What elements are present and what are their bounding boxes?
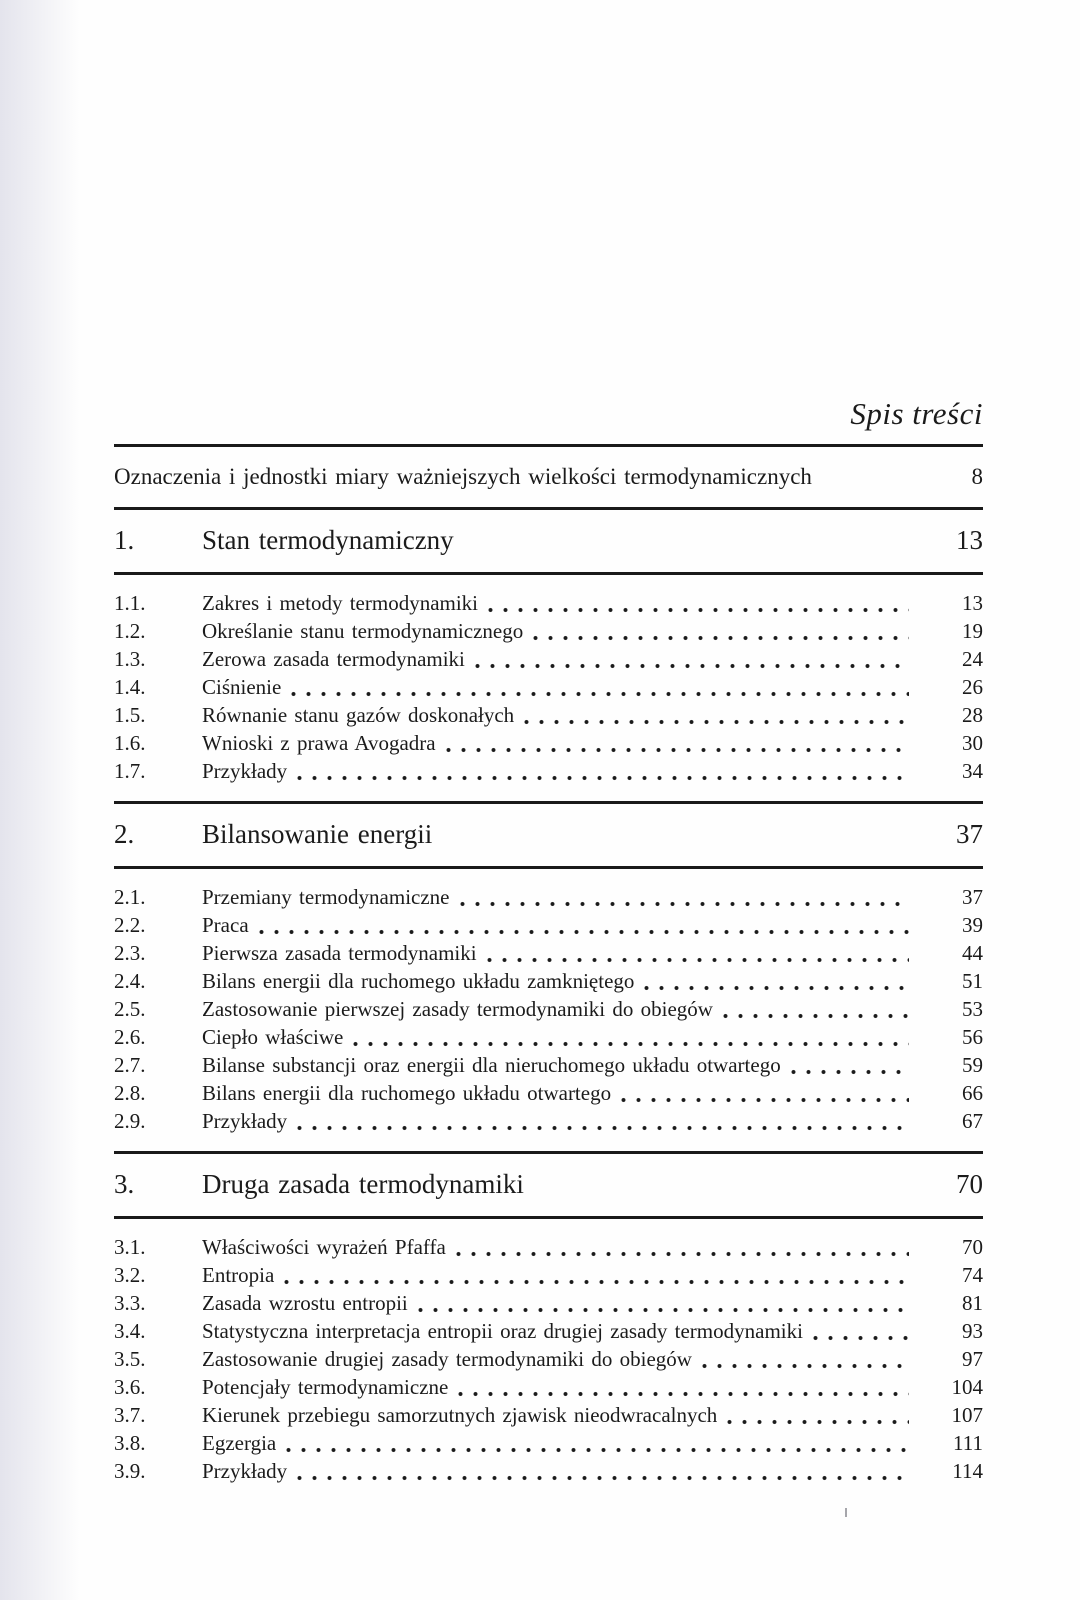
entry-page: 66 — [962, 1081, 983, 1105]
entry-page: 28 — [962, 703, 983, 727]
dot-leader — [284, 1279, 909, 1285]
toc-entry — [114, 673, 983, 701]
entry-title: Ciśnienie — [202, 675, 282, 699]
dot-leader — [791, 1069, 909, 1075]
entry-page: 51 — [962, 969, 983, 993]
dot-leader — [723, 1013, 909, 1019]
toc-entry — [114, 701, 983, 729]
entry-number: 2.1. — [114, 885, 146, 909]
toc-entry — [114, 1317, 983, 1345]
entry-page: 67 — [962, 1109, 983, 1133]
entry-number: 2.3. — [114, 941, 146, 965]
page-title: Spis treści — [850, 396, 983, 431]
dot-leader — [727, 1419, 909, 1425]
entry-number: 1.5. — [114, 703, 146, 727]
chapter-page: 37 — [956, 819, 983, 849]
entry-number: 2.4. — [114, 969, 146, 993]
chapter-title: Stan termodynamiczny — [202, 525, 454, 555]
toc-entry — [114, 1429, 983, 1457]
toc-entry — [114, 1401, 983, 1429]
toc-entry — [114, 1107, 983, 1135]
chapter-title: Druga zasada termodynamiki — [202, 1169, 524, 1199]
entry-title: Określanie stanu termodynamicznego — [202, 619, 524, 643]
toc-entry — [114, 729, 983, 757]
toc-entry — [114, 757, 983, 785]
chapter-title: Bilansowanie energii — [202, 819, 433, 849]
toc-entry — [114, 1261, 983, 1289]
entry-number: 2.5. — [114, 997, 146, 1021]
entry-number: 3.1. — [114, 1235, 146, 1259]
toc-entry — [114, 1457, 983, 1485]
entry-title: Zakres i metody termodynamiki — [202, 591, 479, 615]
chapter-heading-row — [114, 510, 983, 572]
dot-leader — [291, 691, 909, 697]
entry-page: 70 — [962, 1235, 983, 1259]
dot-leader — [644, 985, 909, 991]
entry-title: Bilanse substancji oraz energii dla nieruchomego układu otwartego — [202, 1053, 781, 1077]
entry-number: 2.7. — [114, 1053, 146, 1077]
entry-page: 19 — [962, 619, 983, 643]
dot-leader — [297, 1125, 909, 1131]
entry-page: 30 — [962, 731, 983, 755]
entry-title: Przykłady — [202, 759, 288, 783]
entry-title: Zerowa zasada termodynamiki — [202, 647, 465, 671]
entry-page: 39 — [962, 913, 983, 937]
dot-leader — [702, 1363, 909, 1369]
chapter-number: 1. — [114, 525, 135, 555]
chapter-number: 2. — [114, 819, 135, 849]
entry-title: Egzergia — [202, 1431, 277, 1455]
toc-entry — [114, 1233, 983, 1261]
entry-number: 1.6. — [114, 731, 146, 755]
entry-title: Entropia — [202, 1263, 275, 1287]
toc-entry — [114, 939, 983, 967]
dot-leader — [353, 1041, 909, 1047]
entry-title: Ciepło właściwe — [202, 1025, 344, 1049]
dot-leader — [297, 775, 909, 781]
entry-title: Zastosowanie pierwszej zasady termodynamiki do obiegów — [202, 997, 713, 1021]
entry-number: 1.4. — [114, 675, 146, 699]
entry-title: Kierunek przebiegu samorzutnych zjawisk nieodwracalnych — [202, 1403, 718, 1427]
toc-entry — [114, 1079, 983, 1107]
toc-preamble-row — [114, 447, 983, 507]
entry-number: 1.3. — [114, 647, 146, 671]
toc-entry — [114, 617, 983, 645]
toc-entry — [114, 1023, 983, 1051]
entry-title: Pierwsza zasada termodynamiki — [202, 941, 477, 965]
chapter-3-items — [114, 1219, 983, 1501]
toc-entry — [114, 1289, 983, 1317]
entry-number: 2.2. — [114, 913, 146, 937]
entry-title: Właściwości wyrażeń Pfaffa — [202, 1235, 446, 1259]
entry-page: 56 — [962, 1025, 983, 1049]
toc-entry — [114, 1051, 983, 1079]
entry-title: Zasada wzrostu entropii — [202, 1291, 408, 1315]
dot-leader — [475, 663, 909, 669]
entry-page: 114 — [952, 1459, 983, 1483]
entry-title: Bilans energii dla ruchomego układu zamkniętego — [202, 969, 635, 993]
toc-entry — [114, 995, 983, 1023]
entry-page: 93 — [962, 1319, 983, 1343]
entry-page: 13 — [962, 591, 983, 615]
entry-title: Potencjały termodynamiczne — [202, 1375, 449, 1399]
entry-number: 1.2. — [114, 619, 146, 643]
chapter-page: 13 — [956, 525, 983, 555]
dot-leader — [487, 957, 909, 963]
entry-number: 3.2. — [114, 1263, 146, 1287]
scan-artifact-speck — [845, 1508, 847, 1517]
toc-entry — [114, 1373, 983, 1401]
entry-number: 2.6. — [114, 1025, 146, 1049]
toc-entry — [114, 645, 983, 673]
entry-number: 3.7. — [114, 1403, 146, 1427]
entry-page: 8 — [971, 464, 983, 489]
entry-page: 97 — [962, 1347, 983, 1371]
entry-title: Statystyczna interpretacja entropii oraz drugiej zasady termodynamiki — [202, 1319, 803, 1343]
entry-page: 107 — [951, 1403, 983, 1427]
entry-title: Wnioski z prawa Avogadra — [202, 731, 436, 755]
entry-title: Równanie stanu gazów doskonałych — [202, 703, 515, 727]
dot-leader — [418, 1307, 909, 1313]
chapter-number: 3. — [114, 1169, 135, 1199]
entry-number: 3.9. — [114, 1459, 146, 1483]
toc-entry — [114, 883, 983, 911]
entry-number: 2.8. — [114, 1081, 146, 1105]
entry-page: 104 — [951, 1375, 983, 1399]
chapter-heading-row — [114, 1154, 983, 1216]
toc-entry — [114, 1345, 983, 1373]
toc-entry — [114, 911, 983, 939]
entry-title: Przykłady — [202, 1459, 288, 1483]
chapter-heading-row — [114, 804, 983, 866]
entry-page: 111 — [953, 1431, 983, 1455]
entry-title: Przykłady — [202, 1109, 288, 1133]
entry-number: 3.5. — [114, 1347, 146, 1371]
chapter-page: 70 — [956, 1169, 983, 1199]
dot-leader — [259, 929, 909, 935]
entry-number: 3.8. — [114, 1431, 146, 1455]
entry-title: Zastosowanie drugiej zasady termodynamiki do obiegów — [202, 1347, 692, 1371]
dot-leader — [621, 1097, 909, 1103]
entry-page: 59 — [962, 1053, 983, 1077]
entry-title: Praca — [202, 913, 249, 937]
table-of-contents — [114, 396, 983, 1501]
entry-title: Przemiany termodynamiczne — [202, 885, 450, 909]
scan-left-edge-shadow — [0, 0, 80, 1600]
entry-number: 2.9. — [114, 1109, 146, 1133]
dot-leader — [286, 1447, 909, 1453]
entry-number: 3.4. — [114, 1319, 146, 1343]
dot-leader — [813, 1335, 909, 1341]
entry-page: 37 — [962, 885, 983, 909]
entry-page: 26 — [962, 675, 983, 699]
dot-leader — [456, 1251, 909, 1257]
chapter-1-items — [114, 575, 983, 801]
entry-number: 3.3. — [114, 1291, 146, 1315]
entry-page: 81 — [962, 1291, 983, 1315]
entry-page: 53 — [962, 997, 983, 1021]
entry-page: 74 — [962, 1263, 983, 1287]
entry-number: 1.1. — [114, 591, 146, 615]
entry-number: 1.7. — [114, 759, 146, 783]
dot-leader — [460, 901, 910, 907]
entry-number: 3.6. — [114, 1375, 146, 1399]
chapter-2-items — [114, 869, 983, 1151]
entry-title: Bilans energii dla ruchomego układu otwartego — [202, 1081, 612, 1105]
toc-entry — [114, 589, 983, 617]
dot-leader — [524, 719, 909, 725]
entry-page: 34 — [962, 759, 983, 783]
entry-page: 24 — [962, 647, 983, 671]
dot-leader — [297, 1475, 909, 1481]
toc-entry — [114, 967, 983, 995]
dot-leader — [488, 607, 909, 613]
entry-title: Oznaczenia i jednostki miary ważniejszych wielkości termodynamicznych — [114, 464, 812, 489]
dot-leader — [446, 747, 909, 753]
dot-leader — [533, 635, 909, 641]
entry-page: 44 — [962, 941, 983, 965]
dot-leader — [458, 1391, 909, 1397]
